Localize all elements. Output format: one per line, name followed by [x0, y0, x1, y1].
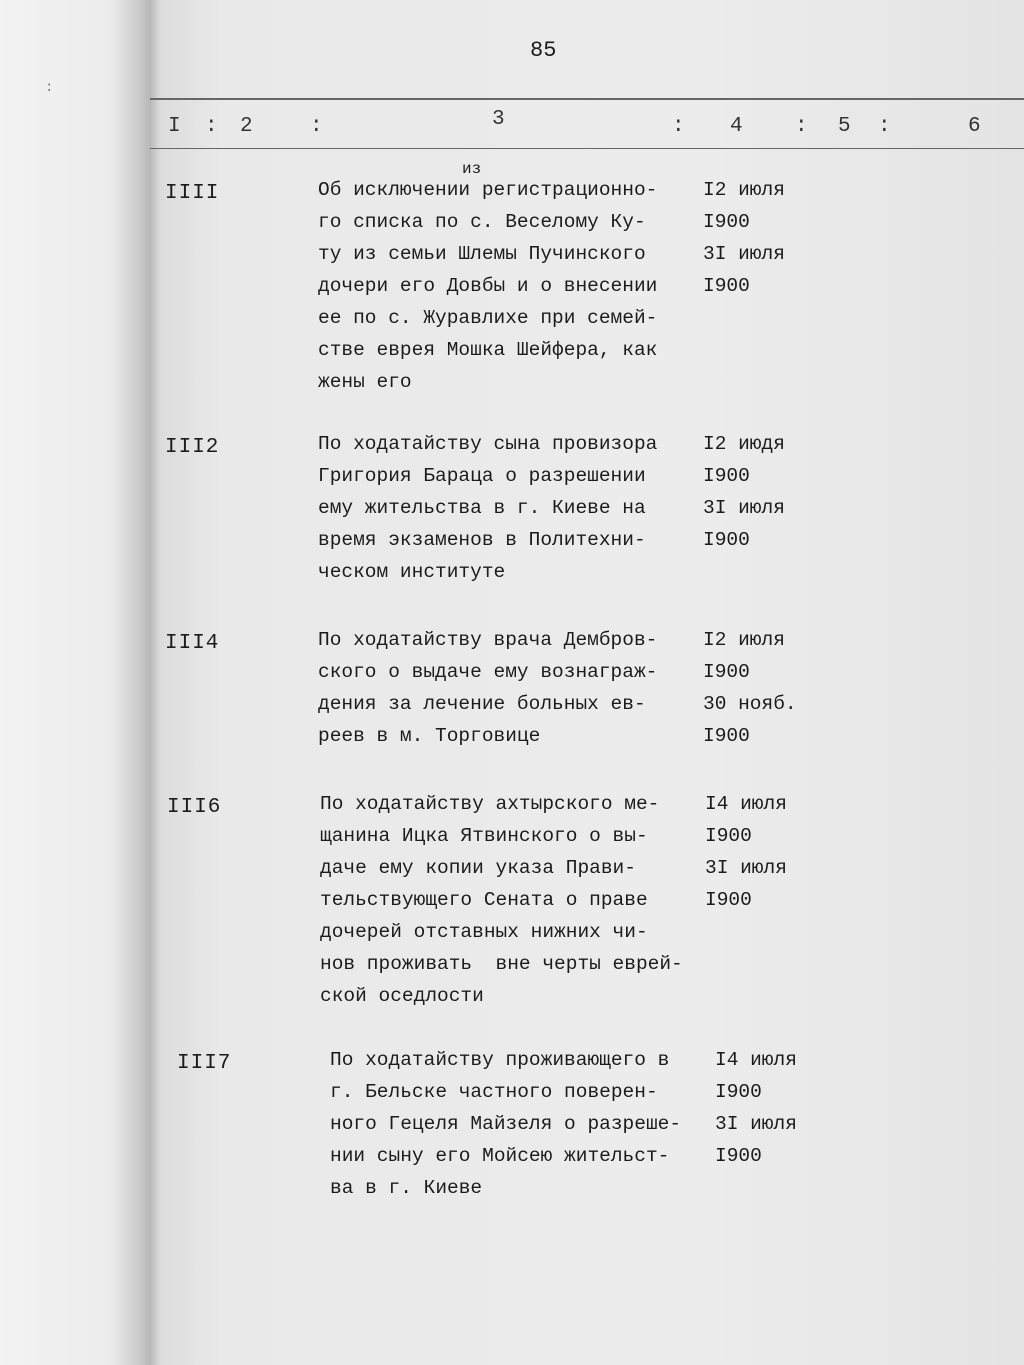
date-line: I4 июля: [705, 793, 787, 815]
description-line: Григория Бараца о разрешении: [318, 465, 646, 487]
description-line: дочерей отставных нижних чи-: [320, 921, 648, 943]
handwritten-insertion: из: [462, 160, 482, 178]
description-line: г. Бельске частного поверен-: [330, 1081, 658, 1103]
description-line: По ходатайству ахтырского ме-: [320, 793, 660, 815]
date-line: 3I июля: [703, 497, 785, 519]
date-line: 3I июля: [705, 857, 787, 879]
entry-description: [318, 174, 657, 398]
description-line: ской оседлости: [320, 985, 484, 1007]
entry-number: III2: [165, 436, 220, 459]
description-line: дочери его Довбы и о внесении: [318, 275, 658, 297]
date-line: I900: [715, 1081, 762, 1103]
description-line: ее по с. Журавлихе при семей-: [318, 307, 658, 329]
date-line: I4 июля: [715, 1049, 797, 1071]
description-line: го списка по с. Веселому Ку-: [318, 211, 646, 233]
date-line: I2 июдя: [703, 433, 785, 455]
column-header: 6: [968, 115, 981, 138]
column-header: 4: [730, 115, 743, 138]
entry-description: [318, 624, 657, 752]
date-line: I900: [703, 275, 750, 297]
date-line: 30 нояб.: [703, 693, 797, 715]
entry-description: [330, 1044, 681, 1204]
description-line: ту из семьи Шлемы Пучинского: [318, 243, 646, 265]
description-line: тельствующего Сената о праве: [320, 889, 648, 911]
entry-description: [318, 428, 657, 588]
column-separator: :: [205, 115, 218, 138]
date-line: I900: [703, 725, 750, 747]
date-line: I900: [703, 529, 750, 551]
date-line: I2 июля: [703, 179, 785, 201]
column-separator: :: [672, 115, 685, 138]
date-line: 3I июля: [715, 1113, 797, 1135]
description-line: По ходатайству проживающего в: [330, 1049, 670, 1071]
date-line: I900: [703, 661, 750, 683]
date-line: I900: [703, 211, 750, 233]
date-line: I900: [703, 465, 750, 487]
date-line: I900: [705, 889, 752, 911]
entry-dates: [715, 1044, 797, 1172]
header-bottom-rule: [150, 148, 1024, 149]
column-header: I: [168, 115, 181, 138]
entry-dates: [703, 174, 785, 302]
description-line: нии сыну его Мойсею жительст-: [330, 1145, 670, 1167]
header-top-rule: [150, 98, 1024, 100]
entry-number: III4: [165, 632, 220, 655]
margin-mark: :: [45, 80, 54, 96]
description-line: щанина Ицка Ятвинского о вы-: [320, 825, 648, 847]
description-line: стве еврея Мошка Шейфера, как: [318, 339, 658, 361]
entry-number: III6: [167, 796, 222, 819]
date-line: I2 июля: [703, 629, 785, 651]
column-separator: :: [795, 115, 808, 138]
entry-dates: [703, 428, 785, 556]
date-line: 3I июля: [703, 243, 785, 265]
description-line: нов проживать вне черты еврей-: [320, 953, 683, 975]
description-line: По ходатайству сына провизора: [318, 433, 658, 455]
page-number: 85: [530, 38, 557, 63]
column-header: 5: [838, 115, 851, 138]
column-header: 2: [240, 115, 253, 138]
description-line: жены его: [318, 371, 412, 393]
entry-number: IIII: [165, 182, 220, 205]
date-line: I900: [715, 1145, 762, 1167]
description-line: дения за лечение больных ев-: [318, 693, 646, 715]
column-separator: :: [878, 115, 891, 138]
description-line: ему жительства в г. Киеве на: [318, 497, 646, 519]
column-separator: :: [310, 115, 323, 138]
description-line: По ходатайству врача Дембров-: [318, 629, 658, 651]
description-line: реев в м. Торговице: [318, 725, 541, 747]
description-line: Об исключении регистрационно-: [318, 179, 658, 201]
entry-number: III7: [177, 1052, 232, 1075]
description-line: время экзаменов в Политехни-: [318, 529, 646, 551]
entry-description: [320, 788, 683, 1012]
description-line: ного Гецеля Майзеля о разреше-: [330, 1113, 682, 1135]
description-line: даче ему копии указа Прави-: [320, 857, 636, 879]
date-line: I900: [705, 825, 752, 847]
entry-dates: [703, 624, 797, 752]
description-line: ческом институте: [318, 561, 506, 583]
column-header: 3: [492, 108, 505, 131]
description-line: ва в г. Киеве: [330, 1177, 483, 1199]
description-line: ского о выдаче ему вознаграж-: [318, 661, 658, 683]
entry-dates: [705, 788, 787, 916]
